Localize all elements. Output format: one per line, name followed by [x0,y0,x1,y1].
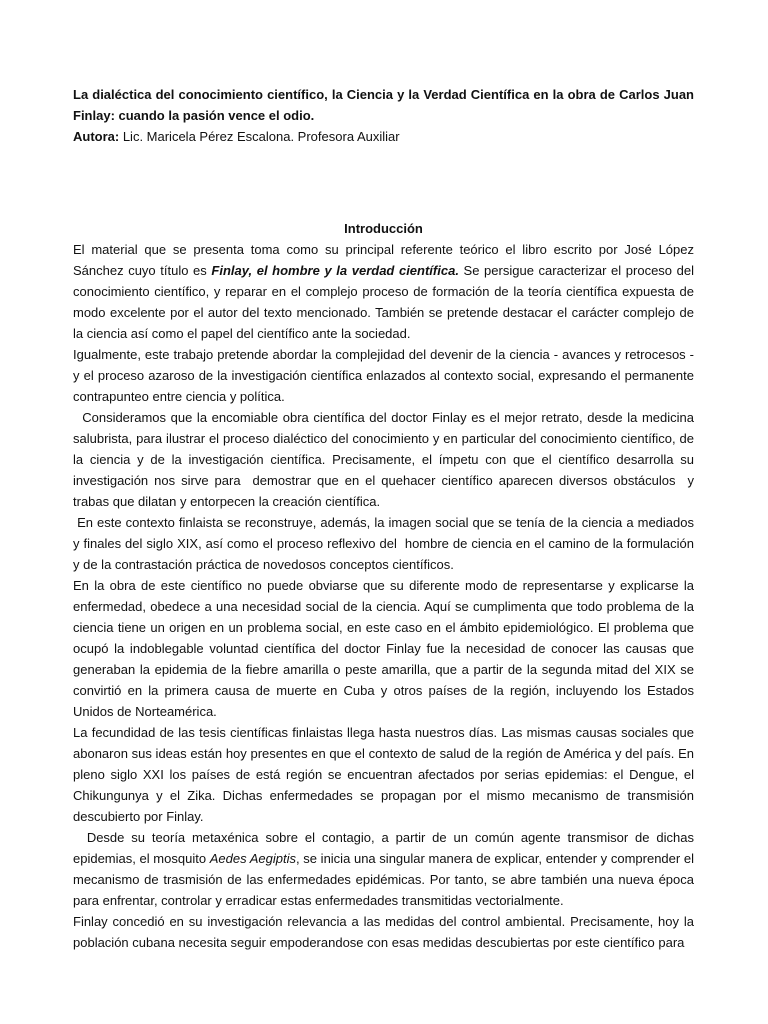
document-body [73,84,698,953]
author-line [73,126,694,147]
paragraph-7 [73,827,698,911]
author-value: Lic. Maricela Pérez Escalona. Profesora Auxiliar [119,129,400,144]
section-heading: Introducción [344,221,423,236]
paragraph-4: En este contexto finlaista se reconstruye, además, la imagen social que se tenía de la ciencia a mediados y finales del siglo XIX, así como el proceso reflexivo del hombre de ciencia en el camino de la formulación y de la contrastación práctica de novedosos conceptos científicos. [73,515,698,572]
paragraph-8: Finlay concedió en su investigación relevancia a las medidas del control ambiental. Precisamente, hoy la población cubana necesita seguir empoderandose con esas medidas descubiertas por este científico para [73,914,694,950]
paragraph-1-text-a: El material que se presenta toma como su principal referente teórico el libro escrito por José López Sánchez cuyo título es [73,242,694,278]
document-title: La dialéctica del conocimiento científico, la Ciencia y la Verdad Científica en la obra de Carlos Juan Finlay: cuando la pasión vence el odio. [73,87,694,123]
paragraph-1 [73,239,694,344]
author-label: Autora: [73,129,120,144]
species-name: Aedes Aegiptis [209,851,297,866]
paragraph-7-text-c: , se inicia una singular manera de explicar, entender y comprender el mecanismo de trasmisión de las enfermedades epidémicas. Por tanto, se abre también una nueva época para enfrentar, controlar y erradicar estas enfermedades transmitidas vectorialmente. [73,851,698,908]
paragraph-5: En la obra de este científico no puede obviarse que su diferente modo de representarse y explicarse la enfermedad, obedece a una necesidad social de la ciencia. Aquí se cumplimenta que todo problema de la ciencia tiene un origen en un problema social, en este caso en el ámbito epidemiológico. El problema que ocupó la indoblegable voluntad científica del doctor Finlay fue la necesidad de conocer las causas que generaban la epidemia de la fiebre amarilla o peste amarilla, que a partir de la segunda mitad del XIX se convirtió en la primera causa de muerte en Cuba y otros países de la región, incluyendo los Estados Unidos de Norteamérica. [73,578,694,719]
paragraph-6: La fecundidad de las tesis científicas finlaistas llega hasta nuestros días. Las mismas causas sociales que abonaron sus ideas están hoy presentes en que el contexto de salud de la región de América y del país. En pleno siglo XXI los países de está región se encuentran afectados por serias epidemias: el Dengue, el Chikungunya y el Zika. Dichas enfermedades se propagan por el mismo mecanismo de transmisión descubierto por Finlay. [73,725,694,824]
book-title: Finlay, el hombre y la verdad científica. [211,263,459,278]
paragraph-7-text-a: Desde su teoría metaxénica sobre el contagio, a partir de un común agente transmisor de dichas epidemias, el mosquito [73,830,698,866]
paragraph-2: Igualmente, este trabajo pretende abordar la complejidad del devenir de la ciencia - avances y retrocesos - y el proceso azaroso de la investigación científica enlazados al contexto social, expresando el permanente contrapunteo entre ciencia y política. [73,347,694,404]
paragraph-1-text-c: Se persigue caracterizar el proceso del conocimiento científico, y reparar en el complejo proceso de formación de la teoría científica expuesta de modo excelente por el autor del texto mencionado. También se pretende destacar el carácter complejo de la ciencia así como el papel del científico ante la sociedad. [73,263,694,341]
paragraph-3: Consideramos que la encomiable obra científica del doctor Finlay es el mejor retrato, desde la medicina salubrista, para ilustrar el proceso dialéctico del conocimiento y en particular del conocimiento científico, de la ciencia y de la investigación científica. Precisamente, el ímpetu con que el científico desarrolla su investigación nos sirve para demostrar que en el quehacer científico aparecen diversos obstáculos y trabas que dilatan y entorpecen la creación científica. [73,410,698,509]
